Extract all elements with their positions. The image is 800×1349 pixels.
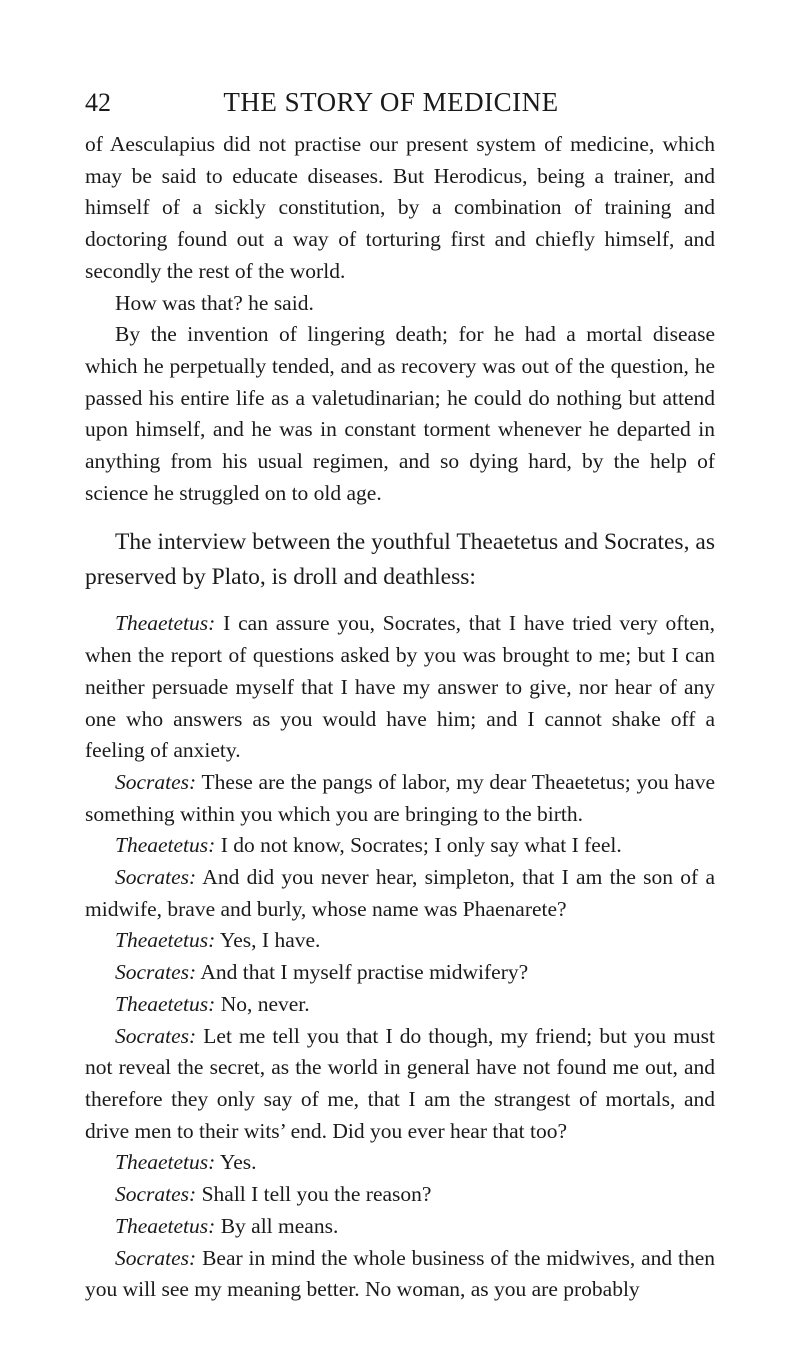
dialogue-line [85,1021,715,1148]
speaker-name: Theaetetus: [115,1150,216,1175]
dialogue-line [85,1211,715,1243]
paragraph: By the invention of lingering death; for he had a mortal disease which he perpetually tended, and as recovery was out of the question, he passed his entire life as a valetudinarian; he could do nothing but attend upon himself, and he was in constant torment whenever he departed in anything from his usual regimen, and so dying hard, by the help of science he struggled on to old age. [85,322,715,505]
speaker-name: Theaetetus: [115,991,216,1016]
dialogue-text: Yes, I have. [219,928,321,953]
page-header [85,86,697,120]
speaker-name: Socrates: [115,865,197,890]
dialogue-text: I do not know, Socrates; I only say what I feel. [220,833,622,858]
speaker-name: Socrates: [115,960,197,985]
dialogue-text: Shall I tell you the reason? [201,1182,432,1207]
speaker-name: Socrates: [115,1023,197,1048]
dialogue-text: And did you never hear, simpleton, that I am the son of a midwife, brave and burly, whose name was Phaenarete? [85,865,715,921]
speaker-name: Theaetetus: [115,611,216,636]
dialogue-line [85,608,715,767]
speaker-name: Socrates: [115,769,197,794]
dialogue-text: Bear in mind the whole business of the midwives, and then you will see my meaning better. No woman, as you are probably [85,1245,715,1302]
dialogue-text: These are the pangs of labor, my dear Theaetetus; you have something within you which you are bringing to the birth. [85,769,715,826]
dialogue-line [85,989,715,1021]
body-text [85,129,715,1306]
speaker-name: Theaetetus: [115,928,216,953]
paragraph: How was that? he said. [115,290,314,315]
speaker-name: Theaetetus: [115,833,216,858]
dialogue-line [85,1147,715,1179]
dialogue-line [85,830,715,862]
dialogue-text: Yes. [219,1150,257,1175]
dialogue-text: I can assure you, Socrates, that I have tried very often, when the report of questions asked by you was brought to me; but I can neither persuade myself that I have my answer to give, nor hear of any one who answers as you would have him; and I cannot shake off a feeling of anxiety. [85,611,716,763]
dialogue-text: Let me tell you that I do though, my friend; but you must not reveal the secret, as the world in general have not found me out, and therefore they only say of me, that I am the strangest of mortals, and drive men to their wits’ end. Did you ever hear that too? [85,1023,716,1143]
speaker-name: Socrates: [115,1182,197,1207]
page-number: 42 [85,88,111,117]
paragraph: of Aesculapius did not practise our present system of medicine, which may be said to educate diseases. But Herodicus, being a trainer, and himself of a sickly constitution, by a combination of training and doctoring found out a way of torturing first and chiefly himself, and secondly the rest of the world. [85,132,715,283]
dialogue-introduction: The interview between the youthful Theaetetus and Socrates, as preserved by Plato, is droll and deathless: [85,529,715,590]
dialogue-line [85,925,715,957]
dialogue-line [85,862,715,925]
dialogue-text: And that I myself practise midwifery? [200,960,529,985]
speaker-name: Theaetetus: [115,1213,216,1238]
running-title: THE STORY OF MEDICINE [223,87,559,117]
dialogue-line [85,1243,715,1306]
speaker-name: Socrates: [115,1245,197,1270]
dialogue-text: By all means. [220,1213,339,1238]
dialogue-text: No, never. [220,991,310,1016]
dialogue-line [85,957,715,989]
dialogue-line [85,767,715,830]
dialogue-line [85,1179,715,1211]
